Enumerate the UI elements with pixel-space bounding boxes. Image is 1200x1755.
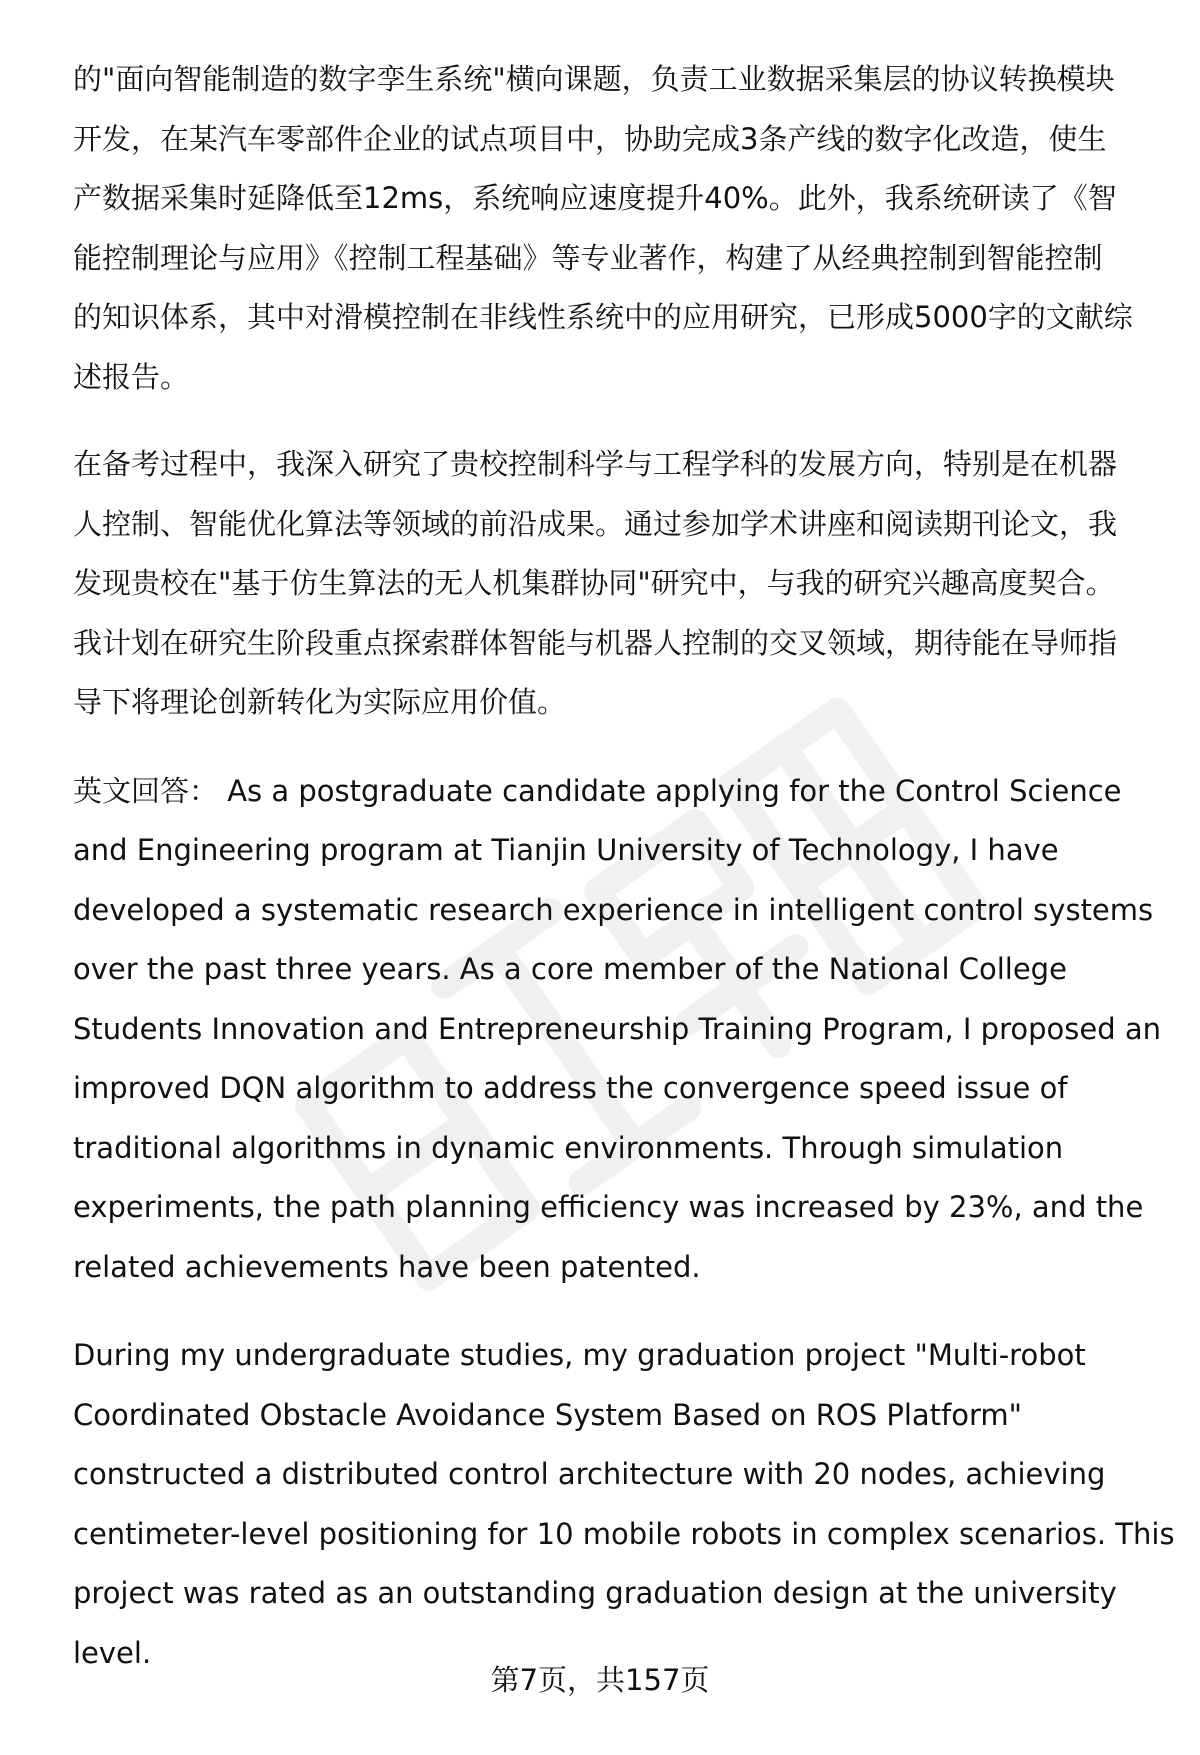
paragraph-2 <box>73 435 1163 733</box>
text-line: 导下将理论创新转化为实际应用价值。 <box>73 685 567 719</box>
text-line: centimeter-level positioning for 10 mobile robots in complex scenarios. This <box>73 1516 1175 1551</box>
text-line: constructed a distributed control architecture with 20 nodes, achieving <box>73 1457 1106 1491</box>
text-line: developed a systematic research experience in intelligent control systems <box>73 892 1154 927</box>
text-line: traditional algorithms in dynamic environments. Through simulation <box>73 1130 1064 1165</box>
text-line: project was rated as an outstanding graduation design at the university <box>73 1576 1117 1610</box>
text-line: 人控制、智能优化算法等领域的前沿成果。通过参加学术讲座和阅读期刊论文，我 <box>73 506 1118 541</box>
document-body <box>73 50 1175 1683</box>
text-line: 我计划在研究生阶段重点探索群体智能与机器人控制的交叉领域，期待能在导师指 <box>73 625 1118 660</box>
text-line: related achievements have been patented. <box>73 1249 701 1284</box>
text-line: improved DQN algorithm to address the convergence speed issue of <box>73 1071 1068 1105</box>
paragraph-1 <box>73 50 1163 407</box>
text-line: experiments, the path planning efficiency was increased by 23%, and the <box>73 1190 1144 1224</box>
text-line: 产数据采集时延降低至12ms，系统响应速度提升40%。此外，我系统研读了《智 <box>73 181 1117 215</box>
text-line: 英文回答： As a postgraduate candidate applying for the Control Science <box>73 773 1122 808</box>
text-line: 能控制理论与应用》《控制工程基础》等专业著作，构建了从经典控制到智能控制 <box>73 240 1103 275</box>
page-number-footer: 第7页，共157页 <box>490 1663 710 1697</box>
text-line: 的"面向智能制造的数字孪生系统"横向课题，负责工业数据采集层的协议转换模块 <box>73 62 1115 96</box>
text-line: over the past three years. As a core member of the National College <box>73 952 1067 986</box>
text-line: 开发，在某汽车零部件企业的试点项目中，协助完成3条产线的数字化改造，使生 <box>73 121 1107 156</box>
text-line: Students Innovation and Entrepreneurship Training Program, I proposed an <box>73 1011 1161 1046</box>
text-line: 在备考过程中，我深入研究了贵校控制科学与工程学科的发展方向，特别是在机器 <box>73 447 1118 481</box>
paragraph-3-english-answer <box>73 762 1163 1298</box>
text-line: 发现贵校在"基于仿生算法的无人机集群协同"研究中，与我的研究兴趣高度契合。 <box>73 566 1115 600</box>
text-line: Coordinated Obstacle Avoidance System Based on ROS Platform" <box>73 1397 1022 1432</box>
text-line: During my undergraduate studies, my graduation project "Multi-robot <box>73 1338 1086 1372</box>
paragraph-4 <box>73 1326 1175 1683</box>
text-line: level. <box>73 1635 152 1670</box>
text-line: and Engineering program at Tianjin University of Technology, I have <box>73 833 1059 867</box>
text-line: 的知识体系，其中对滑模控制在非线性系统中的应用研究，已形成5000字的文献综 <box>73 300 1133 334</box>
text-line: 述报告。 <box>73 359 190 394</box>
